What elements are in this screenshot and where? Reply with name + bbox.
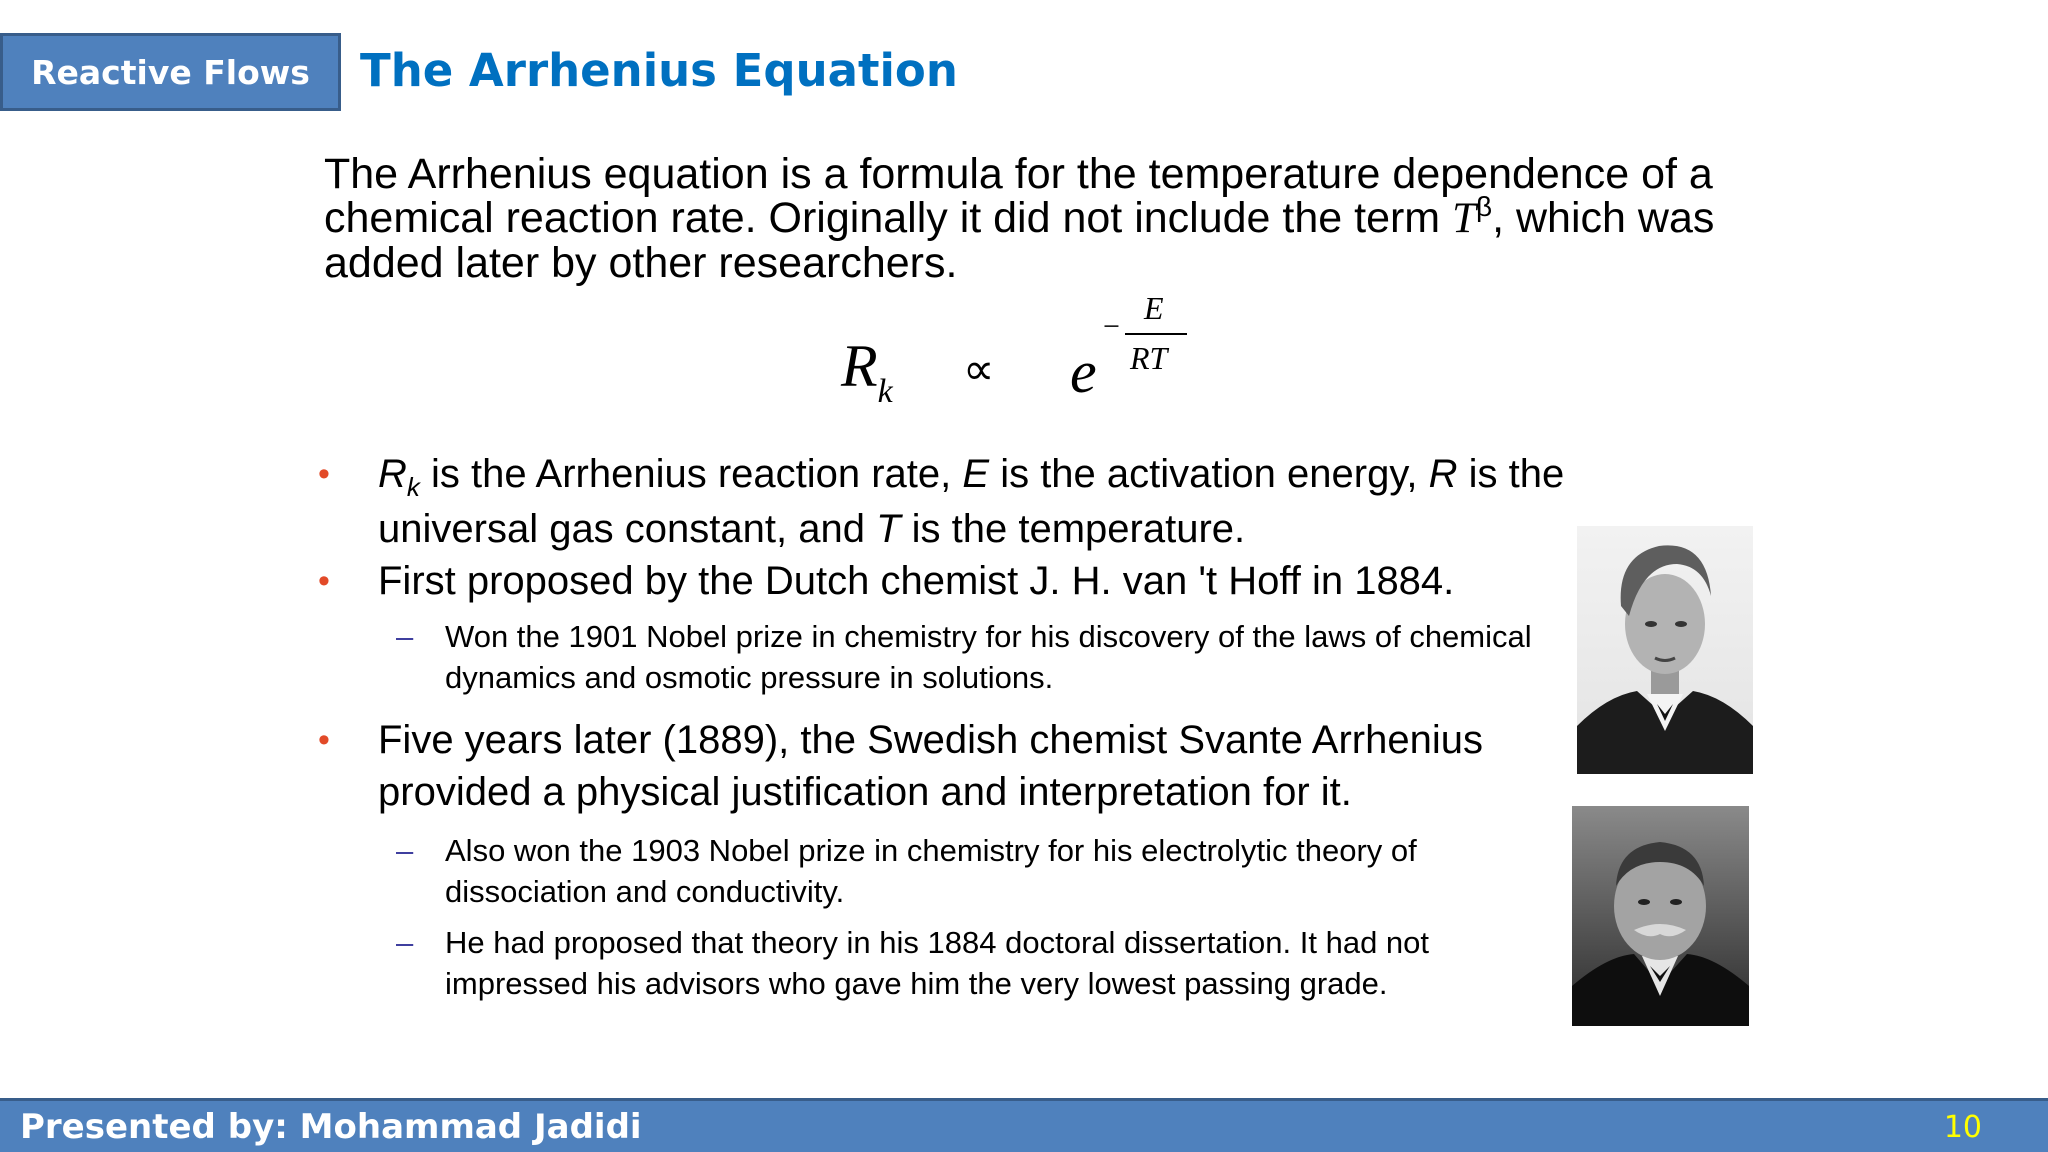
- portrait-icon: [1572, 806, 1749, 1026]
- sub-bullet-item: [316, 830, 1576, 912]
- sub-bullet-text: Also won the 1903 Nobel prize in chemistry for his electrolytic theory of dissociation and conductivity.: [445, 833, 1417, 909]
- intro-paragraph: [324, 152, 1764, 285]
- dash-icon: –: [396, 619, 414, 654]
- sub-bullet-item: [316, 616, 1576, 698]
- gas-constant-symbol: R: [1428, 452, 1458, 496]
- bullet-text: First proposed by the Dutch chemist J. H. van 't Hoff in 1884.: [378, 559, 1455, 603]
- intro-text-2: , which was added later by other researchers.: [324, 194, 1715, 287]
- bullet-item: [316, 560, 1576, 602]
- page-number: 10: [1943, 1110, 1982, 1145]
- sub-bullet-text: He had proposed that theory in his 1884 doctoral dissertation. It had not impressed his advisors who gave him the very lowest passing grade.: [445, 925, 1430, 1001]
- bullet-icon: •: [318, 455, 330, 493]
- equation-base: e: [1070, 339, 1097, 405]
- rate-symbol: $R_k$: [378, 452, 420, 502]
- arrhenius-portrait: [1572, 806, 1749, 1026]
- intro-text-1: The Arrhenius equation is a formula for the temperature dependence of a chemical reaction rate. Originally it did not include the term: [324, 150, 1713, 242]
- dash-icon: –: [396, 833, 414, 868]
- sub-bullet-item: [316, 922, 1576, 1004]
- slide-title: The Arrhenius Equation: [360, 44, 958, 97]
- bullet-list: [316, 453, 1576, 1014]
- bullet-item: [316, 714, 1576, 818]
- proportional-symbol: ∝: [963, 345, 995, 394]
- arrhenius-equation: [835, 290, 1195, 420]
- bullet-text: Five years later (1889), the Swedish chemist Svante Arrhenius provided a physical justification and interpretation for it.: [378, 718, 1483, 814]
- intro-term-exponent: β: [1476, 191, 1493, 222]
- equation-lhs-subscript: k: [877, 373, 893, 410]
- sub-bullet-text: Won the 1901 Nobel prize in chemistry for his discovery of the laws of chemical dynamics and osmotic pressure in solutions.: [445, 619, 1532, 695]
- bullet-icon: •: [318, 721, 330, 759]
- bullet-icon: •: [318, 562, 330, 600]
- temperature-symbol: T: [876, 507, 901, 551]
- intro-term: T: [1452, 195, 1476, 242]
- dash-icon: –: [396, 925, 414, 960]
- exponent-minus: −: [1103, 310, 1120, 343]
- portrait-icon: [1577, 526, 1753, 774]
- energy-symbol: E: [962, 452, 990, 496]
- bullet-item: • $R_k$ is the Arrhenius reaction rate, E is the activation energy, R is the universal gas constant, and T is the temperature.: [318, 452, 1565, 551]
- equation-lhs: $R_k$: [841, 333, 893, 410]
- vant-hoff-portrait: [1577, 526, 1753, 774]
- section-badge: Reactive Flows: [0, 33, 341, 111]
- presenter-name: Presented by: Mohammad Jadidi: [20, 1107, 642, 1147]
- fraction-bar: [1125, 333, 1187, 335]
- exponent-numerator: E: [1144, 290, 1164, 326]
- slide-footer: [0, 1098, 2048, 1152]
- exponent-denominator: RT: [1130, 340, 1168, 376]
